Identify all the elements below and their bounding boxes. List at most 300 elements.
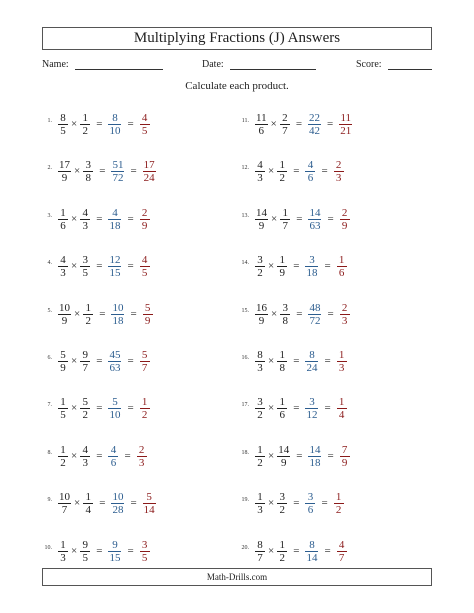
fraction-b <box>277 396 287 421</box>
equals-sign: = <box>324 260 331 272</box>
simplified-answer <box>340 444 350 469</box>
fraction-a <box>255 302 268 327</box>
fraction-a <box>58 159 71 184</box>
denominator: 6 <box>60 219 66 232</box>
denominator: 6 <box>338 266 345 279</box>
numerator: 2 <box>335 158 342 171</box>
times-sign: × <box>71 213 78 225</box>
numerator: 4 <box>110 443 117 456</box>
numerator: 10 <box>112 301 124 314</box>
fraction-b <box>277 349 287 374</box>
denominator: 8 <box>279 361 285 374</box>
denominator: 3 <box>138 456 145 469</box>
equals-sign: = <box>96 213 103 225</box>
numerator: 14 <box>256 206 267 219</box>
product-fraction <box>308 112 321 137</box>
fraction-a <box>58 444 68 469</box>
product-fraction <box>108 349 121 374</box>
denominator: 9 <box>258 219 265 232</box>
denominator: 2 <box>279 551 285 564</box>
equals-sign: = <box>293 545 300 557</box>
numerator: 10 <box>59 301 70 314</box>
denominator: 9 <box>258 314 265 327</box>
equals-sign: = <box>327 118 334 130</box>
problem-number: 15. <box>241 308 249 314</box>
problem-expression <box>255 156 344 186</box>
simplified-answer <box>143 302 153 327</box>
simplified-answer <box>143 159 156 184</box>
numerator: 5 <box>82 395 88 408</box>
equals-sign: = <box>99 165 106 177</box>
fraction-b <box>280 112 290 137</box>
denominator: 9 <box>341 219 348 232</box>
numerator: 5 <box>141 348 148 361</box>
product-fraction <box>111 302 124 327</box>
simplified-answer <box>140 539 150 564</box>
numerator: 9 <box>82 538 88 551</box>
denominator: 5 <box>141 551 148 564</box>
numerator: 1 <box>85 490 91 503</box>
denominator: 4 <box>338 408 345 421</box>
product-fraction <box>108 112 121 137</box>
times-sign: × <box>268 450 275 462</box>
problem-expression <box>255 204 350 234</box>
problem-number: 19. <box>241 497 249 503</box>
times-sign: × <box>268 165 275 177</box>
problem-number: 3. <box>47 213 52 219</box>
denominator: 7 <box>282 124 288 137</box>
score-line[interactable] <box>388 58 432 70</box>
product-fraction <box>305 349 318 374</box>
simplified-answer <box>337 396 347 421</box>
numerator: 8 <box>309 348 315 361</box>
fraction-a <box>255 207 268 232</box>
denominator: 5 <box>82 266 88 279</box>
denominator: 7 <box>282 219 288 232</box>
times-sign: × <box>71 545 78 557</box>
product-fraction <box>108 444 118 469</box>
fraction-a <box>58 207 68 232</box>
date-line[interactable] <box>230 58 316 70</box>
numerator: 5 <box>144 301 151 314</box>
simplified-answer <box>140 112 150 137</box>
problem-expression <box>255 346 347 376</box>
numerator: 4 <box>338 538 345 551</box>
denominator: 7 <box>61 503 68 516</box>
numerator: 8 <box>257 538 263 551</box>
numerator: 1 <box>60 538 66 551</box>
denominator: 6 <box>307 171 314 184</box>
numerator: 51 <box>112 158 124 171</box>
numerator: 1 <box>279 253 285 266</box>
fraction-b <box>83 159 93 184</box>
equals-sign: = <box>293 165 300 177</box>
numerator: 2 <box>341 301 348 314</box>
denominator: 24 <box>306 361 318 374</box>
equals-sign: = <box>130 497 137 509</box>
fraction-a <box>255 159 265 184</box>
equals-sign: = <box>124 450 131 462</box>
product-fraction <box>305 396 318 421</box>
equals-sign: = <box>324 355 331 367</box>
problem-number: 6. <box>47 355 52 361</box>
times-sign: × <box>71 118 78 130</box>
numerator: 2 <box>282 111 288 124</box>
simplified-answer <box>337 539 347 564</box>
fraction-a <box>58 112 68 137</box>
denominator: 42 <box>309 124 321 137</box>
equals-sign: = <box>96 118 103 130</box>
equals-sign: = <box>127 355 134 367</box>
footer-site: Math-Drills.com <box>42 568 432 586</box>
problem-number: 16. <box>241 355 249 361</box>
product-fraction <box>108 396 121 421</box>
numerator: 3 <box>307 490 314 503</box>
equals-sign: = <box>99 497 106 509</box>
numerator: 8 <box>60 111 66 124</box>
name-field[interactable] <box>42 58 163 70</box>
fraction-b <box>80 254 90 279</box>
numerator: 1 <box>60 206 66 219</box>
numerator: 1 <box>60 443 66 456</box>
equals-sign: = <box>293 497 300 509</box>
problem-expression <box>58 299 153 329</box>
equals-sign: = <box>127 260 134 272</box>
fraction-a <box>58 539 68 564</box>
denominator: 2 <box>82 408 88 421</box>
numerator: 5 <box>146 490 152 503</box>
numerator: 3 <box>141 538 148 551</box>
problem-expression <box>255 441 350 471</box>
problem-expression <box>255 251 347 281</box>
problem-expression <box>58 536 150 566</box>
problem-expression <box>58 251 150 281</box>
simplified-answer <box>340 302 350 327</box>
denominator: 5 <box>60 124 66 137</box>
denominator: 3 <box>257 503 263 516</box>
numerator: 14 <box>278 443 290 456</box>
product-fraction <box>108 254 121 279</box>
product-fraction <box>305 539 318 564</box>
numerator: 8 <box>309 538 315 551</box>
problem-number: 5. <box>47 308 52 314</box>
fraction-b <box>80 539 90 564</box>
denominator: 28 <box>112 503 124 516</box>
numerator: 1 <box>335 490 342 503</box>
equals-sign: = <box>293 355 300 367</box>
equals-sign: = <box>324 402 331 414</box>
problem-number: 9. <box>47 497 52 503</box>
simplified-answer <box>340 207 350 232</box>
numerator: 8 <box>257 348 263 361</box>
fraction-a <box>255 444 265 469</box>
fraction-b <box>277 159 287 184</box>
equals-sign: = <box>130 165 137 177</box>
times-sign: × <box>74 308 81 320</box>
fraction-b <box>80 444 90 469</box>
fraction-a <box>58 396 68 421</box>
times-sign: × <box>71 450 78 462</box>
equals-sign: = <box>127 545 134 557</box>
numerator: 11 <box>256 111 267 124</box>
problem-expression <box>58 488 156 518</box>
fraction-b <box>277 444 290 469</box>
denominator: 21 <box>340 124 352 137</box>
numerator: 4 <box>112 206 118 219</box>
name-label: Name: <box>42 59 69 70</box>
fraction-a <box>255 112 268 137</box>
problem-expression <box>255 536 347 566</box>
fraction-a <box>58 254 68 279</box>
numerator: 3 <box>257 395 263 408</box>
times-sign: × <box>271 308 278 320</box>
problem-expression <box>255 393 347 423</box>
numerator: 1 <box>279 538 285 551</box>
denominator: 3 <box>257 361 263 374</box>
denominator: 9 <box>141 219 148 232</box>
denominator: 2 <box>141 408 148 421</box>
times-sign: × <box>268 260 275 272</box>
fraction-a <box>255 491 265 516</box>
denominator: 72 <box>309 314 321 327</box>
times-sign: × <box>74 497 81 509</box>
equals-sign: = <box>296 308 303 320</box>
fraction-a <box>255 254 265 279</box>
product-fraction <box>108 539 121 564</box>
numerator: 3 <box>257 253 263 266</box>
numerator: 5 <box>60 348 66 361</box>
fraction-b <box>277 254 287 279</box>
equals-sign: = <box>296 450 303 462</box>
numerator: 2 <box>138 443 145 456</box>
denominator: 5 <box>141 124 148 137</box>
equals-sign: = <box>321 165 328 177</box>
simplified-answer <box>137 444 147 469</box>
denominator: 8 <box>282 314 288 327</box>
numerator: 1 <box>82 111 88 124</box>
fraction-b <box>280 207 290 232</box>
problem-expression <box>58 441 147 471</box>
denominator: 2 <box>257 266 263 279</box>
denominator: 8 <box>85 171 91 184</box>
student-info-row <box>42 58 434 74</box>
equals-sign: = <box>293 402 300 414</box>
numerator: 3 <box>282 301 288 314</box>
numerator: 3 <box>85 158 91 171</box>
problem-number: 4. <box>47 260 52 266</box>
numerator: 1 <box>141 395 148 408</box>
product-fraction <box>308 302 321 327</box>
numerator: 14 <box>309 443 321 456</box>
numerator: 22 <box>309 111 321 124</box>
fraction-b <box>80 396 90 421</box>
product-fraction <box>308 444 321 469</box>
equals-sign: = <box>127 213 134 225</box>
denominator: 3 <box>60 266 66 279</box>
product-fraction <box>111 159 124 184</box>
simplified-answer <box>143 491 156 516</box>
worksheet-title: Multiplying Fractions (J) Answers <box>42 27 432 50</box>
denominator: 14 <box>143 503 155 516</box>
problem-number: 17. <box>241 402 249 408</box>
denominator: 5 <box>141 266 148 279</box>
problem-expression <box>255 488 344 518</box>
date-field[interactable] <box>202 58 316 70</box>
numerator: 10 <box>112 490 124 503</box>
numerator: 9 <box>112 538 118 551</box>
denominator: 9 <box>280 456 287 469</box>
denominator: 15 <box>109 551 121 564</box>
numerator: 1 <box>279 158 285 171</box>
equals-sign: = <box>96 260 103 272</box>
numerator: 1 <box>282 206 288 219</box>
times-sign: × <box>268 545 275 557</box>
denominator: 6 <box>110 456 117 469</box>
problem-expression <box>58 204 150 234</box>
times-sign: × <box>71 355 78 367</box>
problem-number: 14. <box>241 260 249 266</box>
fraction-b <box>277 491 287 516</box>
product-fraction <box>305 159 315 184</box>
simplified-answer <box>140 349 150 374</box>
simplified-answer <box>334 491 344 516</box>
numerator: 10 <box>59 490 70 503</box>
simplified-answer <box>140 254 150 279</box>
denominator: 9 <box>144 314 151 327</box>
numerator: 4 <box>307 158 314 171</box>
fraction-a <box>58 349 68 374</box>
problem-number: 18. <box>241 450 249 456</box>
denominator: 3 <box>338 361 345 374</box>
times-sign: × <box>270 118 277 130</box>
simplified-answer <box>140 396 150 421</box>
numerator: 3 <box>82 253 88 266</box>
numerator: 1 <box>338 348 345 361</box>
denominator: 2 <box>82 124 88 137</box>
numerator: 4 <box>257 158 263 171</box>
denominator: 18 <box>112 314 124 327</box>
numerator: 2 <box>141 206 148 219</box>
times-sign: × <box>268 355 275 367</box>
numerator: 3 <box>309 253 315 266</box>
numerator: 48 <box>309 301 321 314</box>
problem-expression <box>255 109 352 139</box>
numerator: 2 <box>341 206 348 219</box>
denominator: 5 <box>82 551 88 564</box>
denominator: 9 <box>61 314 68 327</box>
numerator: 1 <box>85 301 91 314</box>
simplified-answer <box>337 349 347 374</box>
fraction-b <box>277 539 287 564</box>
equals-sign: = <box>327 213 334 225</box>
problem-expression <box>58 156 156 186</box>
numerator: 12 <box>109 253 121 266</box>
times-sign: × <box>268 497 275 509</box>
problem-expression <box>58 393 150 423</box>
denominator: 2 <box>257 408 263 421</box>
denominator: 2 <box>279 171 285 184</box>
product-fraction <box>305 254 318 279</box>
numerator: 4 <box>82 206 88 219</box>
fraction-a <box>58 302 71 327</box>
denominator: 9 <box>341 456 348 469</box>
times-sign: × <box>71 402 78 414</box>
times-sign: × <box>268 402 275 414</box>
denominator: 2 <box>257 456 263 469</box>
numerator: 4 <box>60 253 66 266</box>
denominator: 5 <box>60 408 66 421</box>
denominator: 2 <box>60 456 66 469</box>
denominator: 3 <box>335 171 342 184</box>
equals-sign: = <box>327 450 334 462</box>
product-fraction <box>305 491 315 516</box>
denominator: 72 <box>112 171 124 184</box>
name-line[interactable] <box>75 58 163 70</box>
fraction-b <box>83 491 93 516</box>
numerator: 5 <box>112 395 118 408</box>
times-sign: × <box>71 260 78 272</box>
denominator: 18 <box>109 219 121 232</box>
denominator: 2 <box>279 503 285 516</box>
denominator: 6 <box>307 503 314 516</box>
denominator: 15 <box>109 266 121 279</box>
denominator: 9 <box>279 266 285 279</box>
denominator: 2 <box>85 314 91 327</box>
fraction-a <box>58 491 71 516</box>
denominator: 18 <box>309 456 321 469</box>
simplified-answer <box>337 254 347 279</box>
equals-sign: = <box>321 497 328 509</box>
numerator: 3 <box>279 490 285 503</box>
equals-sign: = <box>99 308 106 320</box>
simplified-answer <box>339 112 352 137</box>
numerator: 4 <box>141 253 148 266</box>
times-sign: × <box>271 213 278 225</box>
denominator: 63 <box>309 219 321 232</box>
denominator: 7 <box>257 551 263 564</box>
problem-number: 2. <box>47 165 52 171</box>
numerator: 7 <box>341 443 348 456</box>
score-field[interactable] <box>356 58 432 70</box>
numerator: 45 <box>109 348 121 361</box>
equals-sign: = <box>327 308 334 320</box>
denominator: 3 <box>60 551 66 564</box>
problem-number: 7. <box>47 402 52 408</box>
simplified-answer <box>334 159 344 184</box>
fraction-b <box>83 302 93 327</box>
product-fraction <box>111 491 124 516</box>
equals-sign: = <box>96 450 103 462</box>
denominator: 63 <box>109 361 121 374</box>
numerator: 8 <box>112 111 118 124</box>
date-label: Date: <box>202 59 224 70</box>
numerator: 1 <box>279 395 285 408</box>
numerator: 1 <box>279 348 285 361</box>
denominator: 7 <box>82 361 88 374</box>
numerator: 3 <box>309 395 315 408</box>
equals-sign: = <box>130 308 137 320</box>
equals-sign: = <box>96 402 103 414</box>
fraction-b <box>80 112 90 137</box>
equals-sign: = <box>127 402 134 414</box>
denominator: 24 <box>143 171 155 184</box>
numerator: 14 <box>309 206 321 219</box>
instructions: Calculate each product. <box>185 80 289 92</box>
problem-number: 11. <box>241 118 249 124</box>
denominator: 3 <box>82 456 88 469</box>
simplified-answer <box>140 207 150 232</box>
numerator: 1 <box>60 395 66 408</box>
